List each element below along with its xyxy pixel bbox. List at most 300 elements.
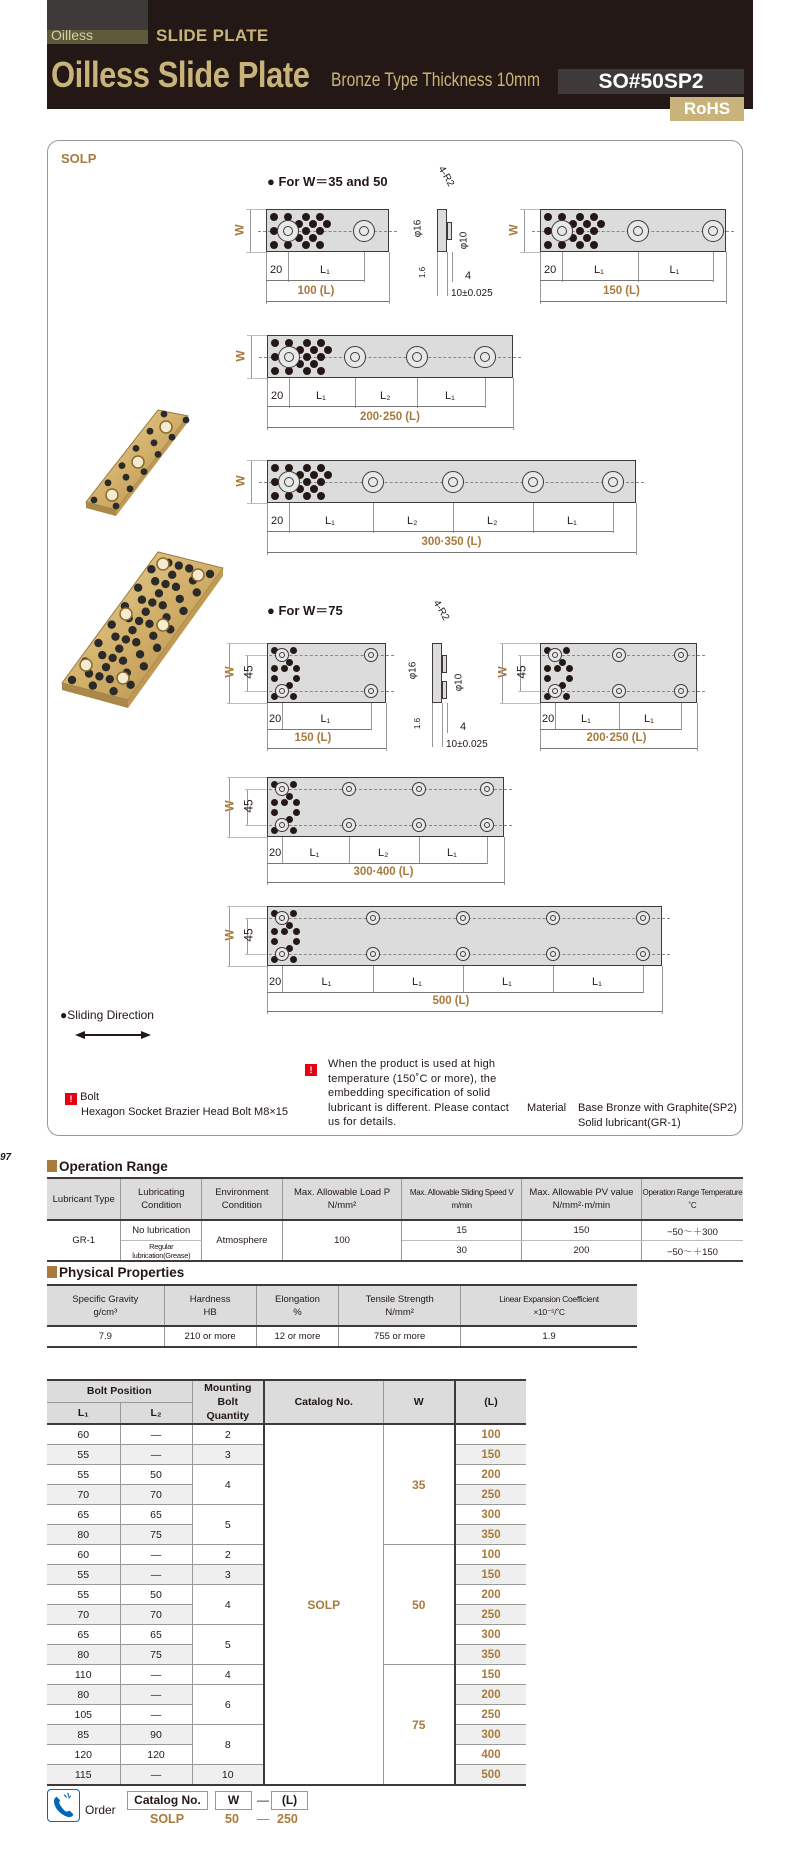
extension-line bbox=[245, 954, 267, 955]
width-label: W bbox=[495, 666, 510, 678]
dim-l1: L₁ bbox=[321, 976, 332, 988]
graphite-dot bbox=[576, 227, 584, 235]
bolt-hole bbox=[412, 782, 426, 796]
graphite-dot bbox=[303, 339, 311, 347]
pv-cell: 150 bbox=[521, 1220, 641, 1241]
dim-l2: L₂ bbox=[487, 515, 498, 527]
mounting-bolt-text: Mounting Bolt bbox=[204, 1382, 252, 1408]
extension-line bbox=[247, 503, 267, 504]
dim-20: 20 bbox=[269, 976, 282, 988]
graphite-dot bbox=[590, 241, 598, 249]
graphite-dot bbox=[107, 620, 115, 628]
bolt-hole bbox=[548, 684, 562, 698]
bolt-hole bbox=[480, 818, 494, 832]
l1-cell: 80 bbox=[47, 1685, 120, 1705]
extension-line bbox=[447, 703, 448, 733]
bolt-hole bbox=[480, 782, 494, 796]
extension-line bbox=[355, 378, 356, 408]
catalog-no-header: Catalog No. bbox=[264, 1380, 383, 1424]
bolt-hole bbox=[612, 648, 626, 662]
section-w35-50-heading: ● For W＝35 and 50 bbox=[267, 174, 388, 189]
extension-line bbox=[245, 789, 267, 790]
l1-cell: 80 bbox=[47, 1645, 120, 1665]
operation-range-title: Operation Range bbox=[59, 1159, 168, 1174]
graphite-dot bbox=[206, 570, 214, 578]
bolt-hole bbox=[353, 220, 375, 242]
dim-4: 4 bbox=[465, 270, 472, 282]
quantity-cell: 6 bbox=[192, 1685, 264, 1725]
dim-l1: L₁ bbox=[320, 264, 330, 276]
bolt-hole bbox=[674, 648, 688, 662]
length-label bbox=[298, 285, 335, 297]
material-label: Material bbox=[527, 1102, 567, 1114]
quantity-text: Quantity bbox=[206, 1410, 250, 1422]
quantity-cell: 10 bbox=[192, 1765, 264, 1786]
l-cell: 200 bbox=[455, 1465, 526, 1485]
l-cell: 250 bbox=[455, 1485, 526, 1505]
dimension-line bbox=[267, 531, 613, 532]
header-line: Specific Gravity bbox=[72, 1293, 139, 1305]
quantity-cell: 4 bbox=[192, 1665, 264, 1685]
physical-value-cell: 210 or more bbox=[164, 1326, 256, 1347]
length-label bbox=[360, 411, 420, 423]
graphite-dot bbox=[309, 234, 317, 242]
length-suffix: (L) bbox=[316, 732, 332, 744]
graphite-dot bbox=[122, 635, 130, 643]
environment-cell: Atmosphere bbox=[202, 1220, 283, 1261]
length-suffix: (L) bbox=[405, 411, 420, 423]
order-catalog-no-box: Catalog No. bbox=[127, 1791, 208, 1810]
bolt-description: Hexagon Socket Brazier Head Bolt M8×15 bbox=[81, 1106, 288, 1118]
extension-line bbox=[227, 906, 267, 907]
w-header: W bbox=[383, 1380, 455, 1424]
extension-line bbox=[364, 252, 365, 282]
l2-cell: 120 bbox=[120, 1745, 192, 1765]
operation-header-5 bbox=[521, 1178, 641, 1220]
graphite-dot bbox=[133, 445, 140, 452]
dim-l2: L₂ bbox=[378, 847, 389, 859]
header-unit: Condition bbox=[221, 1200, 262, 1211]
section-w35-50-text: For W＝35 and 50 bbox=[278, 174, 388, 189]
catalog-no-cell: SOLP bbox=[264, 1424, 383, 1785]
graphite-dot bbox=[91, 497, 98, 504]
length-suffix: (L) bbox=[319, 285, 335, 297]
pv-cell: 200 bbox=[521, 1241, 641, 1262]
bolt-hole bbox=[275, 782, 289, 796]
extension-line bbox=[500, 703, 540, 704]
bolt-hole bbox=[546, 911, 560, 925]
graphite-dot bbox=[161, 580, 169, 588]
dimension-line bbox=[266, 280, 364, 281]
bolt-hole bbox=[412, 818, 426, 832]
pitch-45-label: 45 bbox=[241, 799, 256, 813]
quantity-cell: 3 bbox=[192, 1445, 264, 1465]
extension-line bbox=[520, 252, 540, 253]
physical-header-2 bbox=[256, 1285, 339, 1326]
bolt-hole bbox=[275, 648, 289, 662]
warning-line: us for details. bbox=[328, 1116, 397, 1128]
dim-20: 20 bbox=[269, 713, 282, 725]
lubricant-type-cell: GR-1 bbox=[47, 1220, 121, 1261]
graphite-dot bbox=[290, 781, 297, 788]
bolt-hole bbox=[275, 684, 289, 698]
graphite-dot bbox=[98, 651, 106, 659]
header-line: Environment bbox=[215, 1187, 269, 1198]
extension-line bbox=[373, 503, 374, 533]
bolt-hole bbox=[546, 947, 560, 961]
header-line: Lubricant Type bbox=[52, 1193, 115, 1205]
extension-line bbox=[371, 703, 372, 730]
extension-line bbox=[437, 252, 438, 296]
graphite-dot bbox=[108, 654, 116, 662]
l-cell: 250 bbox=[455, 1605, 526, 1625]
extension-line bbox=[289, 503, 290, 533]
lubrication-condition-cell: Regular lubrication(Grease) bbox=[121, 1241, 202, 1262]
graphite-dot bbox=[566, 665, 573, 672]
bolt-hole bbox=[627, 220, 649, 242]
graphite-dot bbox=[317, 339, 325, 347]
graphite-dot bbox=[317, 464, 325, 472]
order-dash: — bbox=[257, 1793, 269, 1807]
bolt-hole bbox=[602, 471, 624, 493]
bolt-hole bbox=[456, 947, 470, 961]
l1-cell: 55 bbox=[47, 1565, 120, 1585]
extension-line bbox=[227, 643, 267, 644]
extension-line bbox=[502, 643, 503, 703]
extension-line bbox=[520, 209, 540, 210]
l1-header: L₁ bbox=[47, 1402, 120, 1424]
graphite-dot bbox=[563, 647, 570, 654]
l2-cell: — bbox=[120, 1545, 192, 1565]
bolt-hole bbox=[612, 684, 626, 698]
extension-line bbox=[562, 252, 563, 282]
pitch-45-label: 45 bbox=[241, 665, 256, 679]
graphite-dot bbox=[148, 598, 156, 606]
extension-line bbox=[251, 335, 252, 378]
graphite-dot bbox=[290, 956, 297, 963]
graphite-dot bbox=[310, 346, 318, 354]
dim-l1: L₁ bbox=[325, 515, 335, 527]
l1-cell: 65 bbox=[47, 1625, 120, 1645]
dim-l1: L₁ bbox=[581, 713, 591, 725]
graphite-dot bbox=[302, 227, 310, 235]
bolt-hole bbox=[275, 911, 289, 925]
dim-l1: L₁ bbox=[320, 713, 331, 725]
extension-line bbox=[452, 252, 453, 282]
bolt-hole bbox=[456, 911, 470, 925]
extension-line bbox=[267, 837, 268, 885]
warning-icon: ! bbox=[65, 1093, 77, 1105]
dim-20: 20 bbox=[544, 264, 557, 276]
quantity-cell: 2 bbox=[192, 1424, 264, 1445]
dim-l1: L₁ bbox=[594, 264, 604, 276]
header-unit: ˚C bbox=[688, 1201, 697, 1210]
graphite-dot bbox=[271, 928, 278, 935]
extension-line bbox=[282, 703, 283, 730]
physical-value-cell: 12 or more bbox=[256, 1326, 339, 1347]
graphite-dot bbox=[149, 632, 157, 640]
operation-header-6 bbox=[641, 1178, 743, 1220]
length-value: 150 bbox=[294, 732, 314, 744]
extension-line bbox=[442, 703, 443, 747]
graphite-dot bbox=[590, 227, 598, 235]
graphite-dot bbox=[544, 213, 552, 221]
bolt-note bbox=[65, 1090, 288, 1120]
graphite-dot bbox=[153, 644, 161, 652]
length-value: 300·350 bbox=[421, 536, 464, 548]
header-line: Linear Expansion Coefficient bbox=[499, 1293, 599, 1304]
extension-line bbox=[697, 703, 698, 751]
graphite-dot bbox=[590, 213, 598, 221]
operation-header-1 bbox=[121, 1178, 202, 1220]
warning-line: temperature (150˚C or more), the bbox=[328, 1072, 497, 1085]
l1-cell: 60 bbox=[47, 1545, 120, 1565]
dim-l1: L₁ bbox=[567, 515, 577, 527]
bolt-hole bbox=[522, 471, 544, 493]
l-cell: 400 bbox=[455, 1745, 526, 1765]
l2-cell: 75 bbox=[120, 1525, 192, 1545]
extension-line bbox=[518, 691, 540, 692]
l1-cell: 70 bbox=[47, 1485, 120, 1505]
bolt-position-header: Bolt Position bbox=[47, 1380, 192, 1402]
graphite-dot bbox=[127, 485, 134, 492]
pitch-45-label: 45 bbox=[241, 928, 256, 942]
extension-line bbox=[504, 837, 505, 885]
graphite-dot bbox=[176, 595, 184, 603]
product-code: SO#50SP2 bbox=[558, 69, 744, 94]
graphite-dot bbox=[303, 492, 311, 500]
dim-l1: L₁ bbox=[644, 713, 654, 725]
dim-l1: L₁ bbox=[316, 390, 326, 402]
physical-value-cell: 755 or more bbox=[339, 1326, 461, 1347]
header-line: Lubricating bbox=[138, 1187, 185, 1198]
length-value: 200·250 bbox=[586, 732, 629, 744]
bolt-hole bbox=[342, 818, 356, 832]
dimension-line bbox=[267, 882, 504, 883]
graphite-dot bbox=[293, 665, 300, 672]
graphite-dot bbox=[285, 492, 293, 500]
graphite-dot bbox=[281, 665, 288, 672]
graphite-dot bbox=[310, 471, 318, 479]
section-marker-icon bbox=[47, 1266, 57, 1278]
l1-cell: 80 bbox=[47, 1525, 120, 1545]
dim-l1: L₁ bbox=[309, 847, 320, 859]
dimension-line bbox=[540, 301, 726, 302]
graphite-dot bbox=[151, 439, 158, 446]
pitch-45-label: 45 bbox=[514, 665, 529, 679]
length-value: 100 bbox=[297, 285, 317, 297]
physical-header-0 bbox=[47, 1285, 164, 1326]
graphite-dot bbox=[135, 617, 143, 625]
graphite-dot bbox=[316, 241, 324, 249]
dimension-line bbox=[540, 280, 713, 281]
extension-line bbox=[533, 503, 534, 533]
extension-line bbox=[636, 503, 637, 555]
graphite-dot bbox=[323, 220, 331, 228]
graphite-dot bbox=[290, 910, 297, 917]
extension-line bbox=[229, 643, 230, 703]
bolt-hole bbox=[366, 947, 380, 961]
dim-l2: L₂ bbox=[380, 390, 391, 402]
page-number: 97 bbox=[0, 1152, 12, 1163]
quantity-cell: 2 bbox=[192, 1545, 264, 1565]
graphite-dot bbox=[576, 213, 584, 221]
header-line: Max. Allowable PV value bbox=[529, 1187, 634, 1198]
quantity-cell: 8 bbox=[192, 1725, 264, 1765]
length-value: 200·250 bbox=[360, 411, 403, 423]
physical-properties-title: Physical Properties bbox=[59, 1265, 185, 1280]
l2-cell: — bbox=[120, 1445, 192, 1465]
extension-line bbox=[267, 503, 268, 555]
dim-l1: L₁ bbox=[447, 847, 457, 859]
graphite-dot bbox=[324, 346, 332, 354]
graphite-dot bbox=[302, 241, 310, 249]
lubrication-condition-cell: No lubrication bbox=[121, 1220, 202, 1241]
l-cell: 300 bbox=[455, 1725, 526, 1745]
width-label: W bbox=[233, 474, 248, 487]
graphite-dot bbox=[138, 596, 146, 604]
graphite-dot bbox=[293, 928, 300, 935]
header-line: HB bbox=[203, 1306, 217, 1318]
length-label bbox=[354, 866, 414, 878]
extension-line bbox=[267, 966, 268, 1014]
side-view-plate bbox=[432, 643, 442, 703]
extension-line bbox=[417, 378, 418, 408]
panel-label: SOLP bbox=[61, 151, 97, 166]
graphite-dot bbox=[128, 626, 136, 634]
l1-cell: 105 bbox=[47, 1705, 120, 1725]
width-label: W bbox=[222, 929, 237, 941]
extension-line bbox=[500, 643, 540, 644]
header-unit: N/mm²·m/min bbox=[552, 1200, 611, 1211]
graphite-dot bbox=[142, 608, 150, 616]
graphite-dot bbox=[175, 561, 183, 569]
graphite-dot bbox=[109, 687, 117, 695]
operation-header-3 bbox=[282, 1178, 402, 1220]
side-view-plate bbox=[437, 209, 447, 252]
l1-cell: 70 bbox=[47, 1605, 120, 1625]
graphite-dot bbox=[145, 620, 153, 628]
center-line bbox=[259, 825, 512, 826]
roughness-label: 1.6 bbox=[418, 266, 428, 279]
graphite-dot bbox=[290, 693, 297, 700]
extension-line bbox=[227, 777, 267, 778]
graphite-dot bbox=[303, 353, 311, 361]
graphite-dot bbox=[316, 213, 324, 221]
l1-cell: 55 bbox=[47, 1585, 120, 1605]
graphite-dot bbox=[271, 938, 278, 945]
dimension-line bbox=[540, 729, 681, 730]
extension-line bbox=[555, 703, 556, 730]
graphite-dot bbox=[290, 647, 297, 654]
bolt-hole bbox=[278, 471, 300, 493]
length-label bbox=[422, 536, 482, 548]
l-cell: 350 bbox=[455, 1645, 526, 1665]
length-label bbox=[587, 732, 647, 744]
material-base: Base Bronze with Graphite(SP2) bbox=[578, 1102, 737, 1114]
extension-line bbox=[246, 252, 266, 253]
graphite-dot bbox=[309, 220, 317, 228]
dimension-line bbox=[267, 729, 371, 730]
extension-line bbox=[266, 252, 267, 304]
dim-l1: L₁ bbox=[445, 390, 455, 402]
extension-line bbox=[227, 966, 267, 967]
header-line: Max. Allowable Sliding Speed V bbox=[409, 1188, 514, 1197]
l2-cell: 50 bbox=[120, 1465, 192, 1485]
length-suffix: (L) bbox=[466, 536, 482, 548]
dim-l1: L₁ bbox=[412, 976, 422, 988]
extension-line bbox=[373, 966, 374, 993]
width-label: W bbox=[222, 800, 237, 812]
extension-line bbox=[513, 378, 514, 430]
l2-cell: 65 bbox=[120, 1505, 192, 1525]
l1-cell: 55 bbox=[47, 1465, 120, 1485]
graphite-dot bbox=[583, 234, 591, 242]
bolt-title: Bolt bbox=[80, 1091, 100, 1103]
quantity-cell: 4 bbox=[192, 1585, 264, 1625]
header-line: Elongation bbox=[275, 1293, 320, 1305]
l1-cell: 65 bbox=[47, 1505, 120, 1525]
length-value: 300·400 bbox=[353, 866, 396, 878]
graphite-dot bbox=[185, 564, 193, 572]
bolt-hole bbox=[344, 346, 366, 368]
l1-cell: 110 bbox=[47, 1665, 120, 1685]
graphite-dot bbox=[597, 220, 605, 228]
dimension-line bbox=[267, 552, 636, 553]
header-line: Tensile Strength bbox=[365, 1293, 434, 1305]
sliding-direction-label: ●Sliding Direction bbox=[60, 1008, 154, 1022]
page-subtitle: Bronze Type Thickness 10mm bbox=[331, 70, 540, 91]
extension-line bbox=[282, 837, 283, 864]
extension-line bbox=[245, 825, 267, 826]
w-cell: 35 bbox=[383, 1424, 455, 1545]
graphite-dot bbox=[271, 339, 279, 347]
header-line: N/mm² bbox=[385, 1306, 414, 1318]
extension-line bbox=[349, 837, 350, 864]
l-cell: 300 bbox=[455, 1625, 526, 1645]
dimension-line bbox=[267, 1011, 662, 1012]
extension-line bbox=[662, 966, 663, 1014]
graphite-dot bbox=[293, 675, 300, 682]
extension-line bbox=[247, 460, 267, 461]
w-cell: 50 bbox=[383, 1545, 455, 1665]
quantity-cell: 5 bbox=[192, 1625, 264, 1665]
extension-line bbox=[726, 252, 727, 304]
graphite-dot bbox=[281, 799, 288, 806]
header-line: Hardness bbox=[189, 1293, 231, 1305]
graphite-dot bbox=[68, 676, 76, 684]
graphite-dot bbox=[281, 928, 288, 935]
extension-line bbox=[540, 252, 541, 304]
extension-line bbox=[447, 252, 448, 296]
graphite-dot bbox=[563, 693, 570, 700]
quantity-cell: 4 bbox=[192, 1465, 264, 1505]
dim-l1: L₁ bbox=[502, 976, 512, 988]
speed-cell: 15 bbox=[402, 1220, 522, 1241]
extension-line bbox=[245, 691, 267, 692]
extension-line bbox=[246, 209, 266, 210]
extension-line bbox=[227, 837, 267, 838]
radius-label: 4-R2 bbox=[430, 598, 452, 623]
extension-line bbox=[463, 966, 464, 993]
length-value: 500 bbox=[432, 995, 452, 1007]
l2-cell: — bbox=[120, 1424, 192, 1445]
quantity-cell: 5 bbox=[192, 1505, 264, 1545]
side-view-step bbox=[447, 222, 452, 240]
length-label bbox=[433, 995, 470, 1007]
order-example-w: 50 bbox=[225, 1812, 239, 1826]
header-unit: Condition bbox=[141, 1200, 182, 1211]
